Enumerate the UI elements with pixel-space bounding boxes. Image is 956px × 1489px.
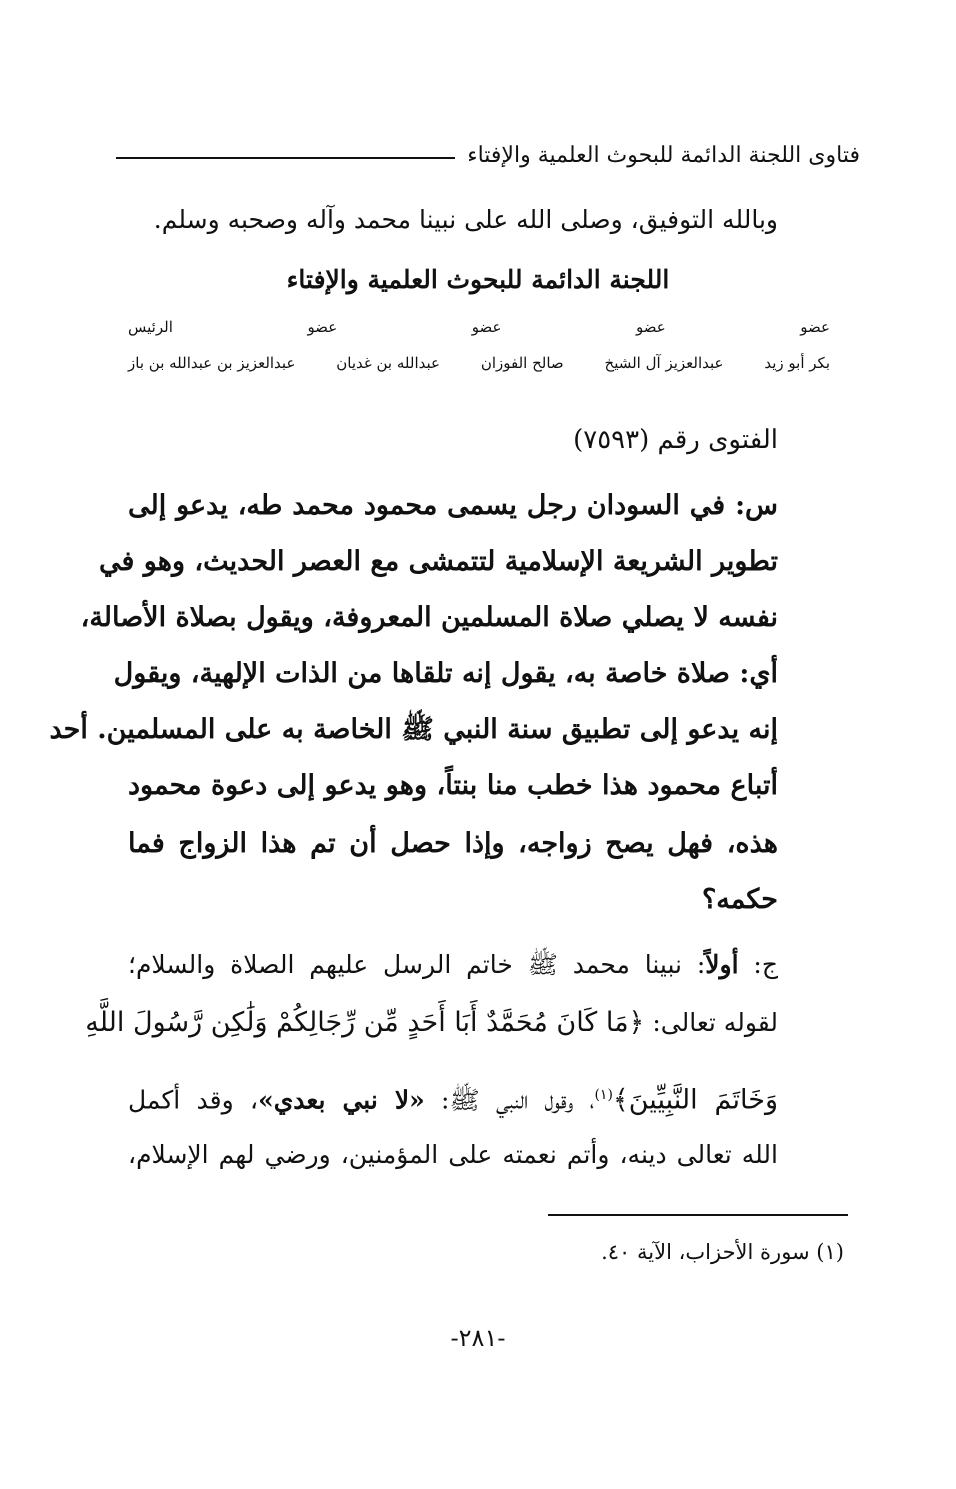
answer-text: ، وقد أكمل [128, 1085, 259, 1115]
answer-line-4: الله تعالى دينه، وأتم نعمته على المؤمنين، ورضي لهم الإسلام، [128, 1140, 778, 1169]
answer-text: : نبينا محمد ﷺ خاتم الرسل عليهم الصلاة والسلام؛ [128, 950, 706, 979]
header-rule [116, 157, 455, 159]
footnote-rule [548, 1214, 848, 1216]
member-name-4: عبدالله بن غديان [336, 354, 440, 372]
role-2: عضو [636, 318, 666, 336]
question-line: نفسه لا يصلي صلاة المسلمين المعروفة، ويقول بصلاة الأصالة، [80, 602, 778, 633]
verse-intro: لقوله تعالى: [644, 1008, 778, 1037]
member-name-2: عبدالعزيز آل الشيخ [604, 354, 724, 372]
role-4: عضو [307, 318, 338, 336]
question-line: هذه، فهل يصح زواجه، وإذا حصل أن تم هذا الزواج فما [128, 828, 778, 859]
member-name-3: صالح الفوزان [480, 354, 564, 372]
signature-roles [128, 318, 830, 336]
answer-line-1 [128, 945, 778, 985]
running-header [116, 138, 860, 172]
question-line: تطوير الشريعة الإسلامية لتتمشى مع العصر الحديث، وهو في [99, 546, 778, 577]
footnote-ref: (١) [594, 1087, 613, 1103]
quran-verse: ﴿مَا كَانَ مُحَمَّدٌ أَبَا أَحَدٍ مِّن رِّجَالِكُمْ وَلَٰكِن رَّسُولَ اللَّهِ [85, 1007, 645, 1038]
committee-name: اللجنة الدائمة للبحوث العلمية والإفتاء [286, 265, 670, 294]
answer-text: ، وقول النبي ﷺ: [424, 1085, 595, 1115]
running-title: فتاوى اللجنة الدائمة للبحوث العلمية والإفتاء [467, 142, 860, 168]
answer-firstly: أولاً [705, 950, 739, 979]
hadith-quote: «لا نبي بعدي» [258, 1085, 425, 1115]
quran-verse-end: وَخَاتَمَ النَّبِيِّينَ﴾ [612, 1084, 778, 1116]
fatwa-number: الفتوى رقم (٧٥٩٣) [573, 425, 778, 455]
signature-names [128, 354, 830, 372]
question-line: إنه يدعو إلى تطبيق سنة النبي ﷺ الخاصة به على المسلمين. أحد [49, 714, 778, 745]
role-5: الرئيس [128, 318, 173, 336]
question-line: س: في السودان رجل يسمى محمود محمد طه، يدعو إلى [128, 490, 778, 521]
question-line: أي: صلاة خاصة به، يقول إنه تلقاها من الذات الإلهية، ويقول [113, 658, 778, 689]
page-number: -٢٨١- [450, 1324, 506, 1352]
closing-line: وبالله التوفيق، وصلى الله على نبينا محمد وآله وصحبه وسلم. [153, 205, 778, 234]
answer-line-3 [128, 1075, 778, 1115]
role-3: عضو [471, 318, 502, 336]
question-line: أتباع محمود هذا خطب منا بنتاً، وهو يدعو إلى دعوة محمود [128, 770, 778, 801]
member-name-1: بكر أبو زيد [764, 354, 830, 372]
footnote: (١) سورة الأحزاب، الآية ٤٠. [601, 1240, 844, 1264]
question-line: حكمه؟ [701, 884, 778, 915]
role-1: عضو [800, 318, 830, 336]
answer-label: ج: [738, 950, 778, 979]
answer-line-2 [85, 1003, 778, 1043]
member-name-5: عبدالعزيز بن عبدالله بن باز [128, 354, 296, 372]
